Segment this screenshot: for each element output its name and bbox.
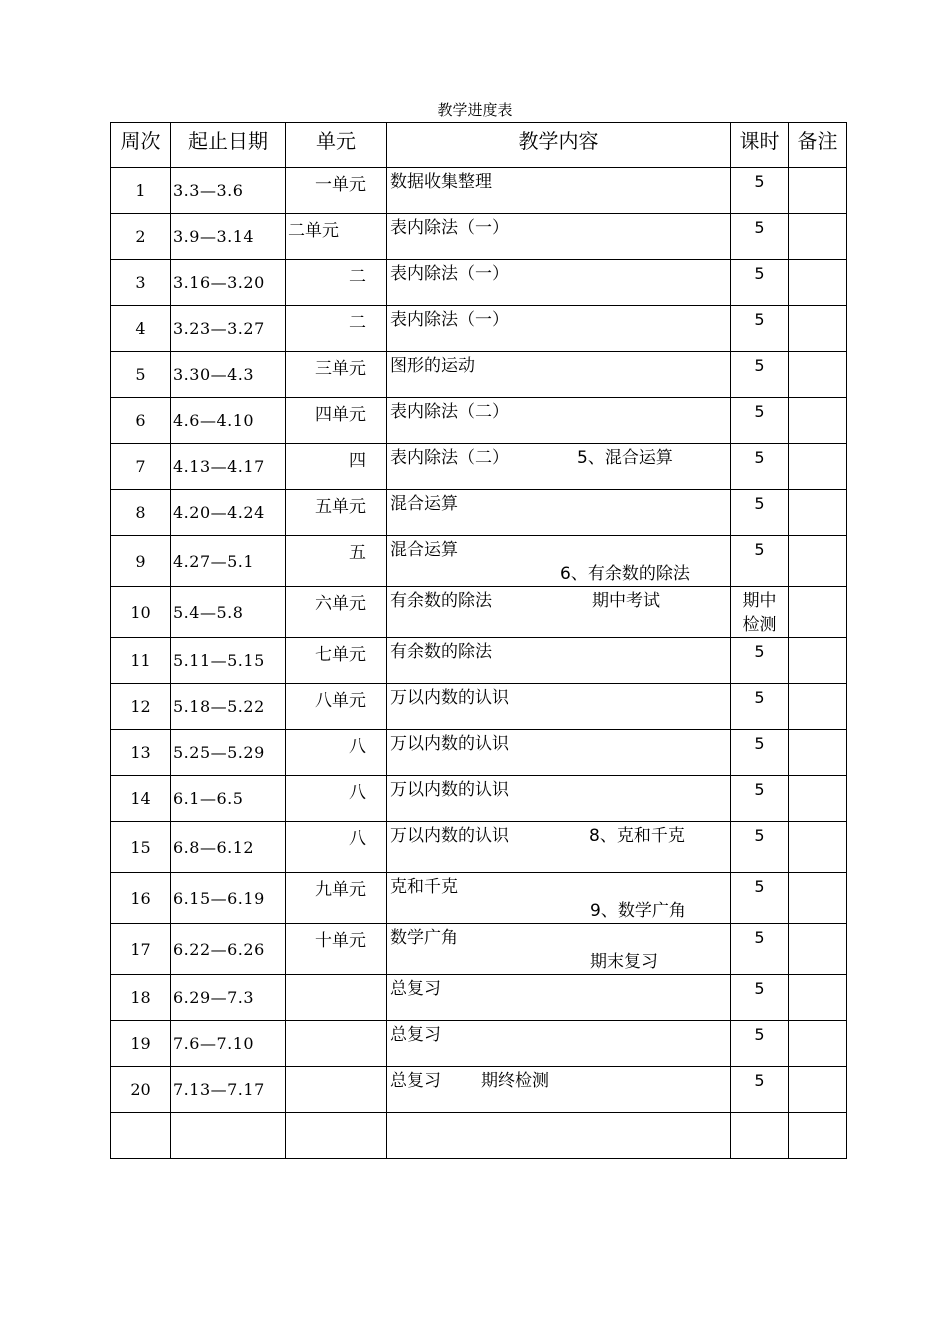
unit-cell (286, 1021, 387, 1067)
table-row (111, 168, 847, 214)
content-cell (387, 490, 731, 536)
week-cell: 16 (111, 873, 171, 924)
notes-cell (789, 444, 847, 490)
content-text: 万以内数的认识 (390, 826, 509, 846)
table-row (111, 873, 847, 924)
unit-cell: 三单元 (286, 352, 387, 398)
unit-cell: 二单元 (286, 214, 387, 260)
table-row (111, 684, 847, 730)
content-text: 万以内数的认识 (390, 688, 509, 708)
date-range-cell: 5.18—5.22 (171, 684, 286, 730)
notes-cell (789, 587, 847, 638)
week-cell: 8 (111, 490, 171, 536)
header-week: 周次 (111, 123, 171, 168)
content-cell (387, 536, 731, 587)
week-cell: 18 (111, 975, 171, 1021)
notes-cell (789, 776, 847, 822)
hours-cell: 5 (731, 168, 789, 214)
hours-cell: 期中检测 (731, 587, 789, 638)
hours-cell: 5 (731, 684, 789, 730)
notes-cell (789, 730, 847, 776)
content-text: 表内除法（一） (390, 218, 509, 238)
header-notes: 备注 (789, 123, 847, 168)
content-cell (387, 587, 731, 638)
table-row (111, 776, 847, 822)
content-extra-text: 期终检测 (481, 1071, 549, 1091)
week-cell: 11 (111, 638, 171, 684)
content-extra-text: 8、克和千克 (589, 826, 685, 846)
week-cell: 4 (111, 306, 171, 352)
content-text: 表内除法（一） (390, 310, 509, 330)
notes-cell (789, 975, 847, 1021)
content-cell (387, 1067, 731, 1113)
content-cell (387, 214, 731, 260)
table-row (111, 306, 847, 352)
notes-cell (789, 398, 847, 444)
content-text: 数学广角 (390, 928, 458, 948)
week-cell: 14 (111, 776, 171, 822)
content-text: 克和千克 (390, 877, 458, 897)
week-cell: 20 (111, 1067, 171, 1113)
date-range-cell: 7.13—7.17 (171, 1067, 286, 1113)
header-hours: 课时 (731, 123, 789, 168)
hours-cell: 5 (731, 730, 789, 776)
unit-cell: 六单元 (286, 587, 387, 638)
content-cell (387, 684, 731, 730)
content-text: 表内除法（二） (390, 402, 509, 422)
date-range-cell: 6.22—6.26 (171, 924, 286, 975)
unit-cell: 八 (286, 822, 387, 873)
header-unit: 单元 (286, 123, 387, 168)
content-extra-text: 9、数学广角 (590, 901, 686, 921)
content-cell (387, 873, 731, 924)
content-text: 总复习 (390, 979, 441, 999)
unit-cell: 二 (286, 260, 387, 306)
unit-cell: 九单元 (286, 873, 387, 924)
content-cell (387, 260, 731, 306)
date-range-cell: 7.6—7.10 (171, 1021, 286, 1067)
unit-cell: 四 (286, 444, 387, 490)
notes-cell (789, 168, 847, 214)
unit-cell (286, 1113, 387, 1159)
table-row (111, 536, 847, 587)
header-dates: 起止日期 (171, 123, 286, 168)
week-cell: 1 (111, 168, 171, 214)
hours-cell: 5 (731, 490, 789, 536)
notes-cell (789, 260, 847, 306)
unit-cell: 五单元 (286, 490, 387, 536)
table-row (111, 587, 847, 638)
date-range-cell: 3.30—4.3 (171, 352, 286, 398)
table-body (111, 168, 847, 1159)
hours-cell: 5 (731, 398, 789, 444)
week-cell: 17 (111, 924, 171, 975)
date-range-cell: 6.1—6.5 (171, 776, 286, 822)
content-extra-text: 期中考试 (592, 591, 660, 611)
date-range-cell (171, 1113, 286, 1159)
content-text: 图形的运动 (390, 356, 475, 376)
unit-cell: 八 (286, 730, 387, 776)
schedule-table (110, 122, 847, 1159)
week-cell: 6 (111, 398, 171, 444)
hours-cell: 5 (731, 822, 789, 873)
notes-cell (789, 306, 847, 352)
date-range-cell: 4.13—4.17 (171, 444, 286, 490)
content-extra-text: 期末复习 (590, 952, 658, 972)
date-range-cell: 3.3—3.6 (171, 168, 286, 214)
content-cell (387, 1021, 731, 1067)
table-row (111, 1067, 847, 1113)
document-title: 教学进度表 (437, 101, 513, 119)
hours-cell: 5 (731, 306, 789, 352)
content-text: 混合运算 (390, 494, 458, 514)
notes-cell (789, 873, 847, 924)
content-extra-text: 6、有余数的除法 (560, 564, 690, 584)
week-cell: 10 (111, 587, 171, 638)
date-range-cell: 6.15—6.19 (171, 873, 286, 924)
table-header-row (111, 123, 847, 168)
content-text: 有余数的除法 (390, 642, 492, 662)
notes-cell (789, 924, 847, 975)
date-range-cell: 4.20—4.24 (171, 490, 286, 536)
table-row (111, 822, 847, 873)
table-row (111, 398, 847, 444)
hours-cell: 5 (731, 873, 789, 924)
content-text: 万以内数的认识 (390, 734, 509, 754)
table-row (111, 490, 847, 536)
content-text: 数据收集整理 (390, 172, 492, 192)
week-cell: 12 (111, 684, 171, 730)
date-range-cell: 5.25—5.29 (171, 730, 286, 776)
header-content: 教学内容 (387, 123, 731, 168)
content-cell (387, 306, 731, 352)
notes-cell (789, 822, 847, 873)
unit-cell (286, 1067, 387, 1113)
table-row (111, 924, 847, 975)
date-range-cell: 3.16—3.20 (171, 260, 286, 306)
table-row (111, 260, 847, 306)
notes-cell (789, 638, 847, 684)
date-range-cell: 3.9—3.14 (171, 214, 286, 260)
content-cell (387, 776, 731, 822)
hours-cell: 5 (731, 444, 789, 490)
content-cell (387, 352, 731, 398)
notes-cell (789, 352, 847, 398)
hours-cell: 5 (731, 536, 789, 587)
content-cell (387, 924, 731, 975)
unit-cell: 八单元 (286, 684, 387, 730)
table-row (111, 1021, 847, 1067)
hours-cell: 5 (731, 924, 789, 975)
week-cell: 19 (111, 1021, 171, 1067)
week-cell: 5 (111, 352, 171, 398)
unit-cell: 四单元 (286, 398, 387, 444)
notes-cell (789, 536, 847, 587)
hours-cell: 5 (731, 1067, 789, 1113)
date-range-cell: 4.27—5.1 (171, 536, 286, 587)
content-text: 万以内数的认识 (390, 780, 509, 800)
notes-cell (789, 214, 847, 260)
week-cell (111, 1113, 171, 1159)
unit-cell: 二 (286, 306, 387, 352)
unit-cell: 一单元 (286, 168, 387, 214)
week-cell: 7 (111, 444, 171, 490)
hours-cell: 5 (731, 260, 789, 306)
notes-cell (789, 490, 847, 536)
table-row (111, 730, 847, 776)
hours-cell: 5 (731, 352, 789, 398)
hours-cell: 5 (731, 975, 789, 1021)
hours-cell: 5 (731, 214, 789, 260)
notes-cell (789, 684, 847, 730)
table-row (111, 444, 847, 490)
content-text: 表内除法（一） (390, 264, 509, 284)
content-cell (387, 730, 731, 776)
week-cell: 3 (111, 260, 171, 306)
unit-cell: 八 (286, 776, 387, 822)
hours-cell (731, 1113, 789, 1159)
content-cell (387, 168, 731, 214)
date-range-cell: 6.29—7.3 (171, 975, 286, 1021)
date-range-cell: 3.23—3.27 (171, 306, 286, 352)
hours-cell: 5 (731, 776, 789, 822)
week-cell: 2 (111, 214, 171, 260)
date-range-cell: 6.8—6.12 (171, 822, 286, 873)
table-row (111, 975, 847, 1021)
content-extra-text: 5、混合运算 (577, 448, 673, 468)
unit-cell: 五 (286, 536, 387, 587)
date-range-cell: 5.4—5.8 (171, 587, 286, 638)
table-row (111, 638, 847, 684)
notes-cell (789, 1113, 847, 1159)
hours-cell: 5 (731, 638, 789, 684)
date-range-cell: 4.6—4.10 (171, 398, 286, 444)
content-text: 表内除法（二） (390, 448, 509, 468)
content-text: 有余数的除法 (390, 591, 492, 611)
unit-cell: 七单元 (286, 638, 387, 684)
notes-cell (789, 1021, 847, 1067)
unit-cell (286, 975, 387, 1021)
content-cell (387, 444, 731, 490)
content-text: 混合运算 (390, 540, 458, 560)
date-range-cell: 5.11—5.15 (171, 638, 286, 684)
table-row (111, 352, 847, 398)
content-text: 总复习 (390, 1071, 441, 1091)
content-cell (387, 975, 731, 1021)
content-cell (387, 398, 731, 444)
content-cell (387, 822, 731, 873)
week-cell: 15 (111, 822, 171, 873)
week-cell: 13 (111, 730, 171, 776)
content-cell (387, 1113, 731, 1159)
table-row (111, 1113, 847, 1159)
unit-cell: 十单元 (286, 924, 387, 975)
notes-cell (789, 1067, 847, 1113)
content-text: 总复习 (390, 1025, 441, 1045)
hours-cell: 5 (731, 1021, 789, 1067)
table-row (111, 214, 847, 260)
week-cell: 9 (111, 536, 171, 587)
content-cell (387, 638, 731, 684)
